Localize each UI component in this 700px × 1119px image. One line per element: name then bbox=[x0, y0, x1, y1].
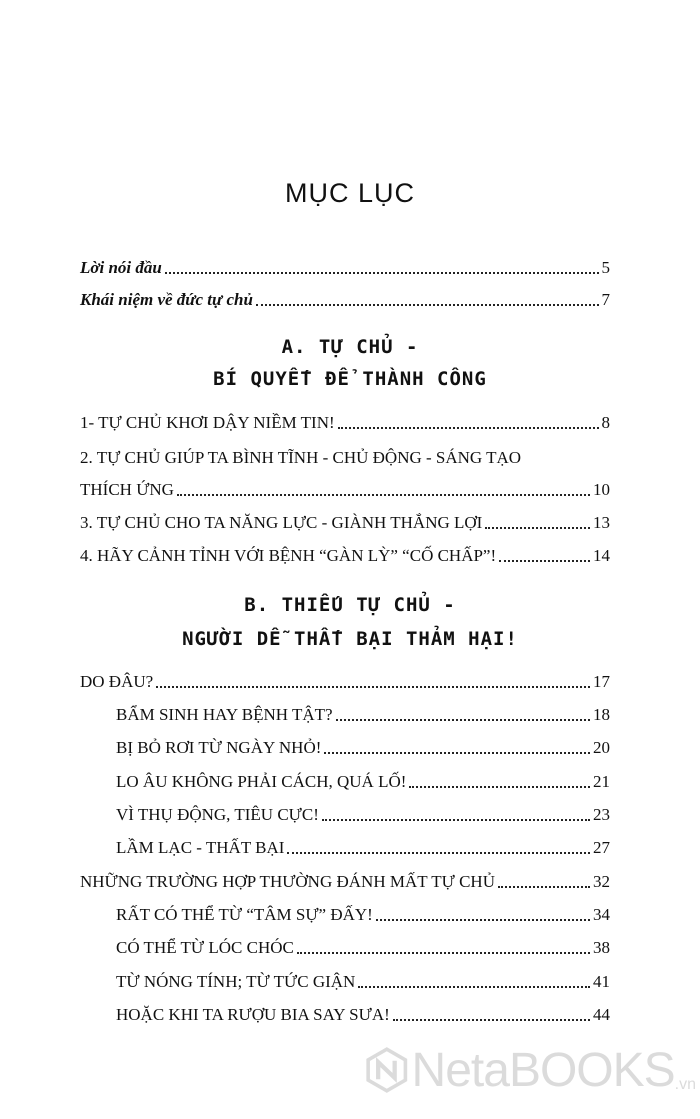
toc-entry-a3[interactable] bbox=[80, 513, 610, 533]
toc-entry-label: DO ĐÂU? bbox=[80, 672, 154, 691]
toc-entry-a1[interactable] bbox=[80, 413, 610, 433]
toc-entry-label: CÓ THỂ TỪ LÓC CHÓC bbox=[116, 938, 294, 957]
toc-entry-label: HOẶC KHI TA RƯỢU BIA SAY SƯA! bbox=[116, 1005, 390, 1024]
leader-dots bbox=[297, 951, 590, 954]
toc-entry-concept[interactable] bbox=[80, 290, 610, 310]
section-b-heading-line1: B. THIẾU TỰ CHỦ - bbox=[244, 594, 456, 616]
toc-entry-page: 10 bbox=[593, 480, 610, 499]
toc-entry-a2[interactable] bbox=[80, 480, 610, 500]
toc-entry-label: BỊ BỎ RƠI TỪ NGÀY NHỎ! bbox=[116, 738, 322, 757]
leader-dots bbox=[485, 526, 590, 529]
toc-entry-b9[interactable] bbox=[116, 938, 610, 958]
toc-entry-page: 5 bbox=[601, 258, 610, 277]
leader-dots bbox=[376, 918, 590, 921]
toc-entry-b2[interactable] bbox=[116, 705, 610, 725]
toc-entry-label: Khái niệm về đức tự chủ bbox=[80, 290, 253, 309]
toc-entry-label: THÍCH ỨNG bbox=[80, 480, 174, 499]
toc-entry-b1[interactable] bbox=[80, 672, 610, 692]
leader-dots bbox=[324, 751, 590, 754]
toc-entry-preface[interactable] bbox=[80, 258, 610, 278]
toc-entry-label: LẦM LẠC - THẤT BẠI bbox=[116, 838, 285, 857]
toc-entry-label: NHỮNG TRƯỜNG HỢP THƯỜNG ĐÁNH MẤT TỰ CHỦ bbox=[80, 872, 495, 891]
watermark bbox=[366, 1030, 696, 1110]
watermark-suffix: .vn bbox=[674, 1076, 696, 1093]
toc-entry-label: 1- TỰ CHỦ KHƠI DẬY NIỀM TIN! bbox=[80, 413, 335, 432]
toc-entry-page: 41 bbox=[593, 972, 610, 991]
leader-dots bbox=[287, 851, 590, 854]
toc-entry-page: 18 bbox=[593, 705, 610, 724]
section-a-heading-line2: BÍ QUYẾT ĐỂ THÀNH CÔNG bbox=[213, 368, 487, 390]
toc-entry-b4[interactable] bbox=[116, 772, 610, 792]
toc-entry-page: 7 bbox=[601, 290, 610, 309]
toc-entry-page: 38 bbox=[593, 938, 610, 957]
leader-dots bbox=[338, 426, 599, 429]
toc-entry-page: 8 bbox=[601, 413, 610, 432]
toc-entry-label: RẤT CÓ THỂ TỪ “TÂM SỰ” ĐẤY! bbox=[116, 905, 373, 924]
toc-entry-b7[interactable] bbox=[80, 872, 610, 892]
toc-entry-b8[interactable] bbox=[116, 905, 610, 925]
toc-entry-page: 27 bbox=[593, 838, 610, 857]
leader-dots bbox=[358, 985, 590, 988]
toc-entry-page: 34 bbox=[593, 905, 610, 924]
toc-entry-label: 4. HÃY CẢNH TỈNH VỚI BỆNH “GÀN LỲ” “CỐ CHẤP”! bbox=[80, 546, 497, 565]
toc-entry-a2-line1[interactable]: 2. TỰ CHỦ GIÚP TA BÌNH TĨNH - CHỦ ĐỘNG - SÁNG TẠO bbox=[80, 448, 522, 467]
toc-entry-b3[interactable] bbox=[116, 738, 610, 758]
watermark-brand: NetaBOOKS bbox=[411, 1043, 675, 1097]
toc-entry-page: 14 bbox=[593, 546, 610, 565]
toc-entry-page: 21 bbox=[593, 772, 610, 791]
toc-entry-a4[interactable] bbox=[80, 546, 610, 566]
toc-entry-label: BẨM SINH HAY BỆNH TẬT? bbox=[116, 705, 333, 724]
toc-entry-page: 17 bbox=[593, 672, 610, 691]
page-title: MỤC LỤC bbox=[284, 178, 415, 208]
toc-entry-b6[interactable] bbox=[116, 838, 610, 858]
toc-entry-page: 44 bbox=[593, 1005, 610, 1024]
toc-entry-label: Lời nói đầu bbox=[80, 258, 162, 277]
leader-dots bbox=[499, 559, 590, 562]
toc-entry-page: 13 bbox=[593, 513, 610, 532]
section-b-heading-line2: NGƯỜI DỄ THẤT BẠI THẢM HẠI! bbox=[182, 628, 518, 650]
leader-dots bbox=[409, 785, 590, 788]
netabooks-logo-icon bbox=[366, 1039, 408, 1101]
toc-entry-b10[interactable] bbox=[116, 972, 610, 992]
section-a-heading-line1: A. TỰ CHỦ - bbox=[281, 336, 419, 358]
toc-entry-b5[interactable] bbox=[116, 805, 610, 825]
toc-entry-label: VÌ THỤ ĐỘNG, TIÊU CỰC! bbox=[116, 805, 319, 824]
toc-entry-label: TỪ NÓNG TÍNH; TỪ TỨC GIẬN bbox=[116, 972, 356, 991]
leader-dots bbox=[156, 685, 590, 688]
leader-dots bbox=[393, 1018, 590, 1021]
toc-entry-page: 20 bbox=[593, 738, 610, 757]
toc-entry-page: 32 bbox=[593, 872, 610, 891]
toc-entry-b11[interactable] bbox=[116, 1005, 610, 1025]
leader-dots bbox=[322, 818, 590, 821]
leader-dots bbox=[256, 303, 599, 306]
toc-entry-label: LO ÂU KHÔNG PHẢI CÁCH, QUÁ LỐ! bbox=[116, 772, 407, 791]
toc-entry-page: 23 bbox=[593, 805, 610, 824]
leader-dots bbox=[177, 493, 590, 496]
leader-dots bbox=[498, 885, 590, 888]
leader-dots bbox=[336, 718, 590, 721]
leader-dots bbox=[165, 271, 599, 274]
toc-entry-label: 3. TỰ CHỦ CHO TA NĂNG LỰC - GIÀNH THẮNG LỢI bbox=[80, 513, 483, 532]
